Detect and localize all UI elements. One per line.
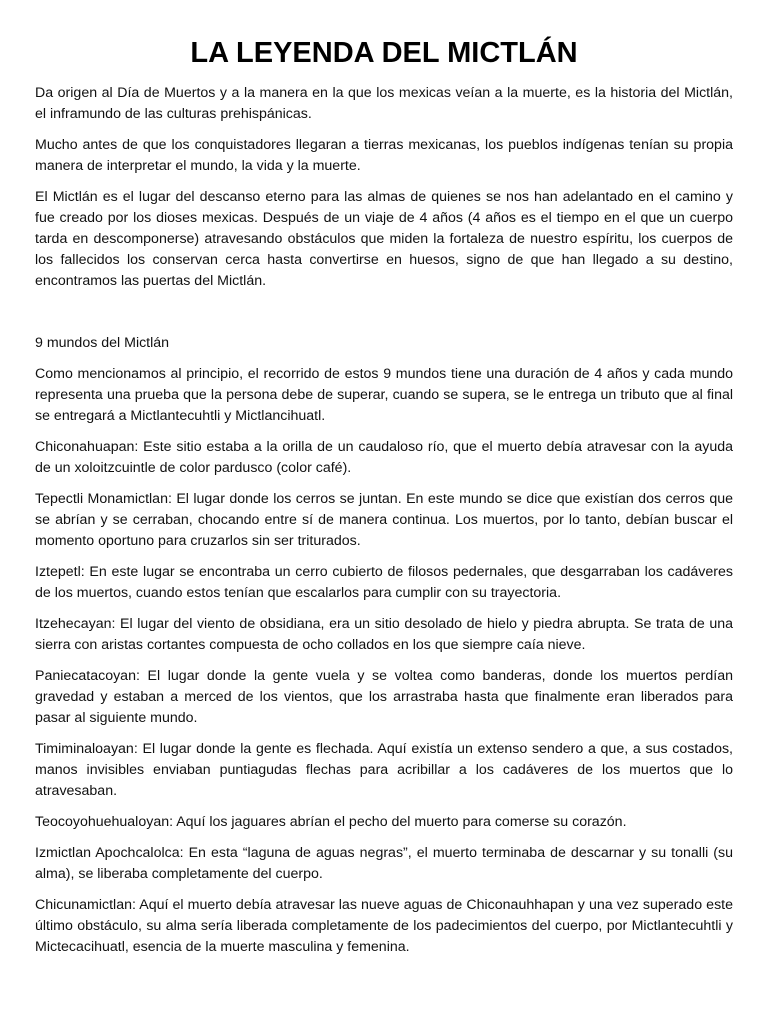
world-paragraph-chicunamictlan: Chicunamictlan: Aquí el muerto debía atravesar las nueve aguas de Chiconauhhapan y una vez superado este último obstáculo, su alma sería liberada completamente de los padecimientos del cuerpo, por Mictlantecuhtli y Mictecacihuatl, esencia de la muerte masculina y femenina. (35, 897, 733, 955)
section-spacer (35, 302, 733, 333)
world-paragraph-chiconahuapan: Chiconahuapan: Este sitio estaba a la orilla de un caudaloso río, que el muerto debía atravesar con la ayuda de un xoloitzcuintle de color pardusco (color café). (35, 439, 733, 476)
world-paragraph-paniecatacoyan: Paniecatacoyan: El lugar donde la gente vuela y se voltea como banderas, donde los muertos perdían gravedad y estaban a merced de los vientos, que los arrastraba hasta que finalmente eran liberados para pasar al siguiente mundo. (35, 668, 733, 726)
page-title: LA LEYENDA DEL MICTLÁN (190, 37, 578, 69)
intro-paragraph-1: Da origen al Día de Muertos y a la manera en la que los mexicas veían a la muerte, es la historia del Mictlán, el inframundo de las culturas prehispánicas. (35, 85, 733, 122)
world-paragraph-tepectli-monamictlan: Tepectli Monamictlan: El lugar donde los cerros se juntan. En este mundo se dice que existían dos cerros que se abrían y se cerraban, chocando entre sí de manera continua. Los muertos, por lo tanto, debían buscar el momento oportuno para cruzarlos sin ser triturados. (35, 491, 733, 549)
world-paragraph-itzehecayan: Itzehecayan: El lugar del viento de obsidiana, era un sitio desolado de hielo y piedra abrupta. Se trata de una sierra con aristas cortantes compuesta de ocho collados en los que siempre caía nieve. (35, 616, 733, 653)
intro-paragraph-2: Mucho antes de que los conquistadores llegaran a tierras mexicanas, los pueblos indígenas tenían su propia manera de interpretar el mundo, la vida y la muerte. (35, 137, 733, 174)
section-intro-paragraph: Como mencionamos al principio, el recorrido de estos 9 mundos tiene una duración de 4 años y cada mundo representa una prueba que la persona debe de superar, cuando se supera, se le entrega un tributo que al final se entregará a Mictlantecuhtli y Mictlancihuatl. (35, 366, 733, 424)
document-body (35, 83, 733, 968)
section-heading: 9 mundos del Mictlán (35, 335, 170, 351)
world-paragraph-iztepetl: Iztepetl: En este lugar se encontraba un cerro cubierto de filosos pedernales, que desgarraban los cadáveres de los muertos, cuando estos tenían que escalarlos para cumplir con su trayectoria. (35, 564, 733, 601)
intro-paragraph-3: El Mictlán es el lugar del descanso eterno para las almas de quienes se nos han adelantado en el camino y fue creado por los dioses mexicas. Después de un viaje de 4 años (4 años es el tiempo en el que un cuerpo tarda en descomponerse) atravesando obstáculos que miden la fortaleza de nuestro espíritu, los cuerpos de los fallecidos los conservan cerca hasta convertirse en huesos, signo de que han llegado a su destino, encontramos las puertas del Mictlán. (35, 189, 733, 289)
world-paragraph-teocoyohuehualoyan: Teocoyohuehualoyan: Aquí los jaguares abrían el pecho del muerto para comerse su corazón. (35, 814, 627, 830)
world-paragraph-izmictlan-apochcalolca: Izmictlan Apochcalolca: En esta “laguna de aguas negras”, el muerto terminaba de descarnar y su tonalli (su alma), se liberaba completamente del cuerpo. (35, 845, 733, 882)
world-paragraph-timiminaloayan: Timiminaloayan: El lugar donde la gente es flechada. Aquí existía un extenso sendero a que, a sus costados, manos invisibles enviaban puntiagudas flechas para acribillar a los cadáveres de los muertos que lo atravesaban. (35, 741, 733, 799)
